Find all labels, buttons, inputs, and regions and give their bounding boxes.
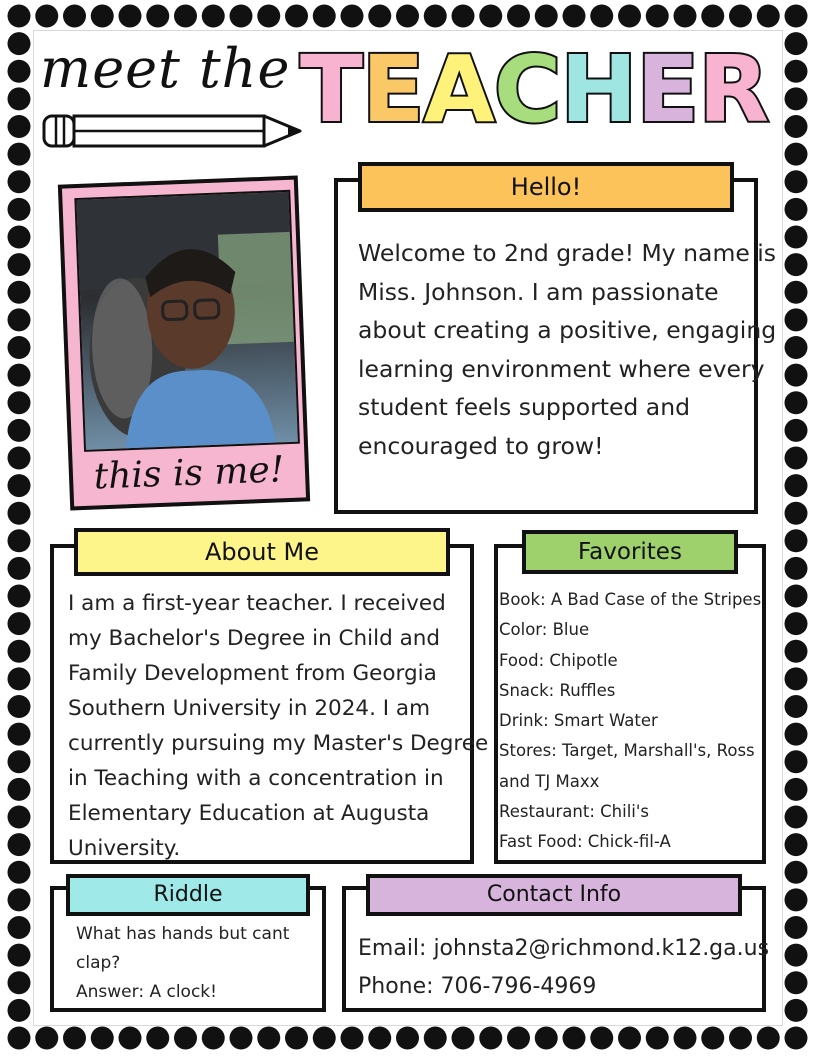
border-dot: [452, 1027, 475, 1050]
hello-text: [358, 234, 776, 466]
border-dot: [63, 5, 86, 28]
border-dot: [785, 253, 808, 276]
hello-line: Miss. Johnson. I am passionate: [358, 277, 719, 306]
border-dot: [257, 1027, 280, 1050]
border-dot: [8, 198, 31, 221]
border-dot: [8, 225, 31, 248]
title-letter: R: [698, 36, 769, 143]
border-dot: [507, 1027, 530, 1050]
border-dot: [174, 1027, 197, 1050]
contact-text: [358, 930, 769, 1006]
riddle-text: [76, 920, 289, 1007]
border-dot: [701, 5, 724, 28]
border-dot: [8, 87, 31, 110]
hello-label: Hello!: [358, 162, 734, 212]
border-dot: [8, 446, 31, 469]
border-dot: [618, 5, 641, 28]
border-dot: [535, 1027, 558, 1050]
about-line: currently pursuing my Master's Degree: [68, 731, 489, 756]
border-dot: [8, 502, 31, 525]
border-dot: [785, 336, 808, 359]
border-dot: [8, 861, 31, 884]
border-dot: [257, 5, 280, 28]
contact-email[interactable]: Email: johnsta2@richmond.k12.ga.us: [358, 936, 770, 961]
border-dot: [590, 5, 613, 28]
border-dot: [785, 585, 808, 608]
border-dot: [8, 723, 31, 746]
pencil-icon: [42, 110, 304, 152]
border-dot: [729, 1027, 752, 1050]
border-dot: [8, 888, 31, 911]
about-line: in Teaching with a concentration in: [68, 766, 444, 791]
favorite-item: Restaurant: Chili's: [499, 802, 649, 822]
border-dot: [8, 612, 31, 635]
border-dot: [757, 1027, 780, 1050]
favorites-label: Favorites: [522, 530, 738, 574]
border-dot: [396, 1027, 419, 1050]
favorite-item: Snack: Ruffles: [499, 680, 616, 700]
border-dot: [8, 806, 31, 829]
border-dot: [785, 281, 808, 304]
border-dot: [8, 391, 31, 414]
border-dot: [8, 529, 31, 552]
favorite-item: Drink: Smart Water: [499, 711, 658, 731]
border-dot: [368, 5, 391, 28]
border-dot: [8, 944, 31, 967]
border-dot: [8, 170, 31, 193]
border-dot: [590, 1027, 613, 1050]
border-dot: [8, 640, 31, 663]
border-dot: [8, 281, 31, 304]
border-dot: [785, 198, 808, 221]
about-line: University.: [68, 836, 181, 861]
about-line: Elementary Education at Augusta: [68, 801, 430, 826]
border-dot: [646, 5, 669, 28]
border-dot: [8, 778, 31, 801]
border-dot: [424, 5, 447, 28]
border-dot: [8, 474, 31, 497]
border-dot: [785, 695, 808, 718]
border-dot: [313, 5, 336, 28]
title-letter: E: [361, 36, 424, 143]
photo-frame: [58, 176, 310, 511]
border-dot: [202, 1027, 225, 1050]
border-dot: [785, 115, 808, 138]
border-dot: [785, 502, 808, 525]
border-dot: [674, 1027, 697, 1050]
title-letter: H: [560, 36, 637, 143]
border-dot: [785, 750, 808, 773]
border-dot: [285, 1027, 308, 1050]
title-letter: T: [300, 36, 362, 143]
about-line: Family Development from Georgia: [68, 661, 437, 686]
border-dot: [8, 585, 31, 608]
favorite-item: Fast Food: Chick-fil-A: [499, 832, 671, 852]
border-dot: [785, 612, 808, 635]
border-dot: [8, 364, 31, 387]
border-dot: [146, 5, 169, 28]
border-dot: [8, 833, 31, 856]
border-dot: [8, 115, 31, 138]
border-dot: [396, 5, 419, 28]
border-dot: [452, 5, 475, 28]
border-dot: [757, 5, 780, 28]
border-dot: [424, 1027, 447, 1050]
border-dot: [230, 1027, 253, 1050]
border-dot: [174, 5, 197, 28]
riddle-line: clap?: [76, 953, 121, 973]
border-dot: [535, 5, 558, 28]
border-dot: [507, 5, 530, 28]
border-dot: [618, 1027, 641, 1050]
border-dot: [785, 87, 808, 110]
contact-label: Contact Info: [366, 874, 742, 916]
border-dot: [785, 474, 808, 497]
border-dot: [8, 336, 31, 359]
border-dot: [785, 419, 808, 442]
border-dot: [785, 170, 808, 193]
border-dot: [785, 364, 808, 387]
about-line: I am a first-year teacher. I received: [68, 591, 446, 616]
favorite-item: Color: Blue: [499, 620, 590, 640]
border-dot: [63, 1027, 86, 1050]
border-dot: [8, 557, 31, 580]
border-dot: [785, 861, 808, 884]
about-line: my Bachelor's Degree in Child and: [68, 626, 441, 651]
border-dot: [785, 391, 808, 414]
border-dot: [785, 999, 808, 1022]
border-dot: [785, 529, 808, 552]
border-dot: [8, 667, 31, 690]
border-dot: [8, 971, 31, 994]
border-dot: [8, 60, 31, 83]
favorite-item: Food: Chipotle: [499, 650, 618, 670]
riddle-line: What has hands but cant: [76, 924, 290, 944]
border-dot: [785, 640, 808, 663]
border-dot: [8, 999, 31, 1022]
border-dot: [785, 971, 808, 994]
border-dot: [285, 5, 308, 28]
hello-line: encouraged to grow!: [358, 431, 604, 460]
border-dot: [785, 225, 808, 248]
border-dot: [313, 1027, 336, 1050]
title-letter: C: [493, 36, 561, 143]
border-dot: [8, 419, 31, 442]
about-label: About Me: [74, 528, 450, 576]
border-dot: [701, 1027, 724, 1050]
teacher-photo: [74, 190, 300, 452]
border-dot: [8, 143, 31, 166]
border-dot: [785, 667, 808, 690]
border-dot: [646, 1027, 669, 1050]
border-dot: [91, 5, 114, 28]
border-dot: [785, 557, 808, 580]
title-letter: E: [636, 36, 699, 143]
border-dot: [785, 60, 808, 83]
border-dot: [674, 5, 697, 28]
favorite-item: and TJ Maxx: [499, 771, 600, 791]
about-line: Southern University in 2024. I am: [68, 696, 431, 721]
title-letter: A: [423, 36, 494, 143]
about-text: [68, 586, 488, 866]
border-dot: [785, 778, 808, 801]
border-dot: [8, 750, 31, 773]
border-dot: [202, 5, 225, 28]
favorite-item: Stores: Target, Marshall's, Ross: [499, 741, 755, 761]
border-dot: [91, 1027, 114, 1050]
border-dot: [785, 1027, 808, 1050]
contact-phone[interactable]: Phone: 706-796-4969: [358, 974, 597, 999]
border-dot: [563, 5, 586, 28]
border-dot: [785, 308, 808, 331]
riddle-label: Riddle: [66, 874, 310, 916]
border-dot: [341, 1027, 364, 1050]
border-dot: [785, 143, 808, 166]
border-dot: [35, 1027, 58, 1050]
border-dot: [368, 1027, 391, 1050]
border-dot: [341, 5, 364, 28]
border-dot: [8, 1027, 31, 1050]
hello-line: student feels supported and: [358, 393, 691, 422]
hello-line: about creating a positive, engaging: [358, 316, 777, 345]
border-dot: [785, 5, 808, 28]
border-dot: [785, 446, 808, 469]
border-dot: [563, 1027, 586, 1050]
border-dot: [785, 944, 808, 967]
title-teacher: [300, 36, 769, 143]
border-dot: [785, 806, 808, 829]
border-dot: [230, 5, 253, 28]
border-dot: [8, 5, 31, 28]
border-dot: [8, 253, 31, 276]
hello-line: learning environment where every: [358, 354, 765, 383]
photo-caption: this is me!: [93, 449, 285, 498]
border-dot: [479, 5, 502, 28]
border-dot: [8, 695, 31, 718]
favorite-item: Book: A Bad Case of the Stripes: [499, 590, 762, 609]
border-dot: [146, 1027, 169, 1050]
riddle-line: Answer: A clock!: [76, 982, 217, 1002]
border-dot: [729, 5, 752, 28]
border-dot: [119, 5, 142, 28]
border-dot: [35, 5, 58, 28]
border-dot: [8, 308, 31, 331]
favorites-list: [499, 585, 761, 858]
border-dot: [8, 32, 31, 55]
hello-line: Welcome to 2nd grade! My name is: [358, 239, 777, 267]
border-dot: [119, 1027, 142, 1050]
border-dot: [479, 1027, 502, 1050]
border-dot: [785, 833, 808, 856]
border-dot: [785, 888, 808, 911]
border-dot: [785, 723, 808, 746]
title-prefix: meet the: [40, 37, 291, 100]
border-dot: [785, 32, 808, 55]
border-dot: [8, 916, 31, 939]
border-dot: [785, 916, 808, 939]
